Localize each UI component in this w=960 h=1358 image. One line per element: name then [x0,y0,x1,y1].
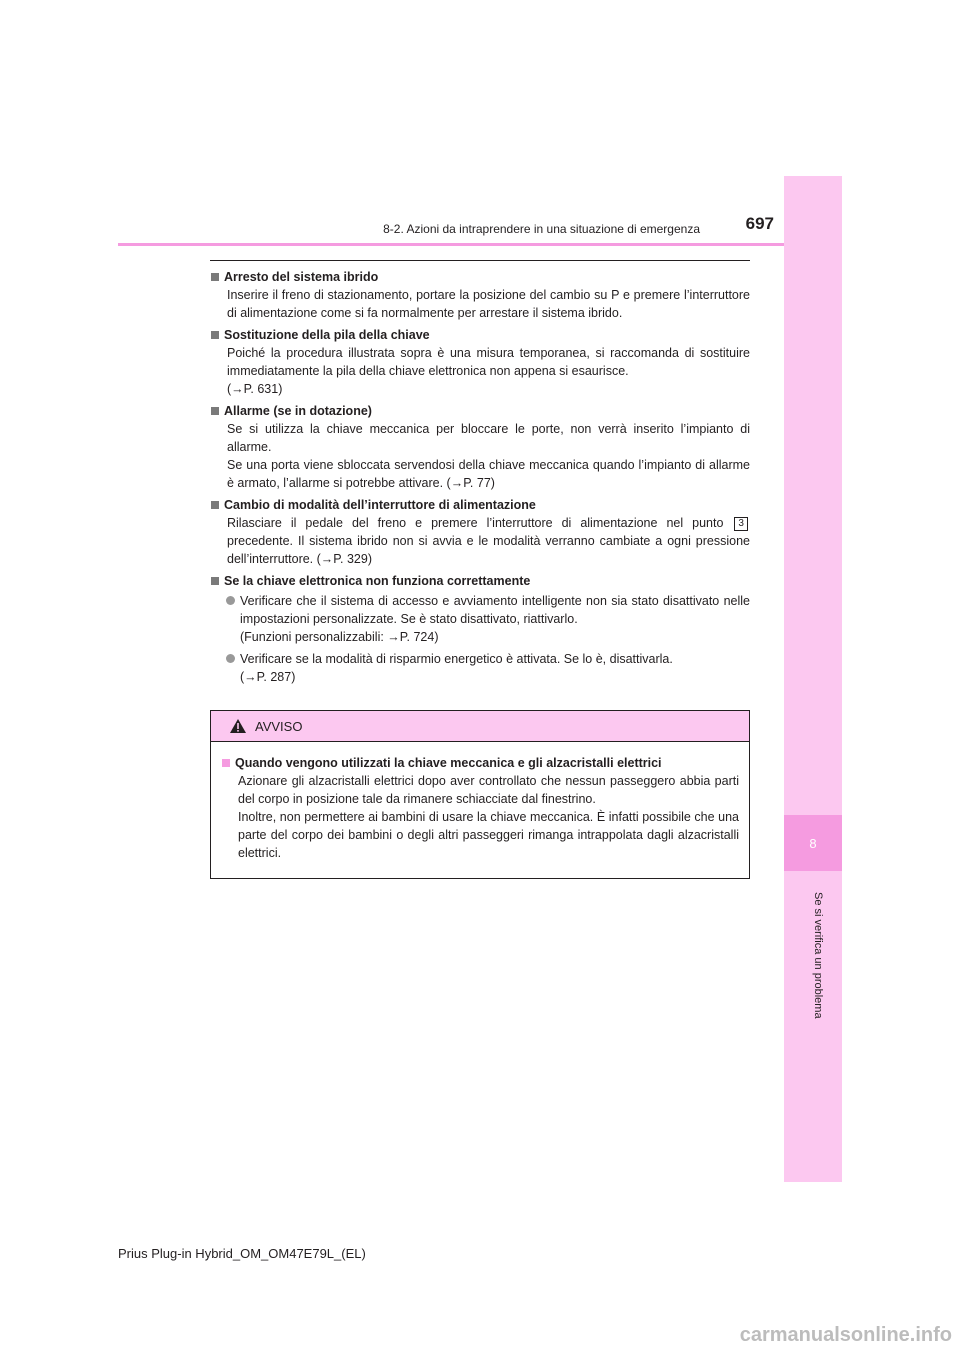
chapter-label: Se si verifica un problema [812,891,824,1019]
section-text: Inserire il freno di stazionamento, portare la posizione del cambio su P e premere l’interruttore di alimentazione come si fa normalmente per arrestare il sistema ibrido. [227,288,750,320]
section-power-mode [210,496,750,568]
footer-model-code: Prius Plug-in Hybrid_OM_OM47E79L_(EL) [118,1246,366,1261]
page-reference: (Funzioni personalizzabili: →P. 724) [240,630,439,644]
warning-header [211,711,749,742]
section-title: Allarme (se in dotazione) [210,402,750,420]
chapter-number: 8 [784,815,842,871]
section-key-malfunction [210,572,750,686]
section-key-battery [210,326,750,398]
list-item: Verificare che il sistema di accesso e avviamento intelligente non sia stato disattivato nelle impostazioni personalizzate. Se è stato disattivato, riattivarlo. (Funzioni personalizzabili: →P. 724) [210,592,750,646]
section-text: Se si utilizza la chiave meccanica per bloccare le porte, non verrà inserito l’impianto di allarme. [227,422,750,454]
square-bullet-icon [222,759,230,767]
warning-text: Inoltre, non permettere ai bambini di usare la chiave meccanica. È infatti possibile che una parte del corpo dei bambini o degli altri passeggeri rimanga intrappolata dagli alzacristalli elettrici. [238,810,739,860]
warning-body [211,742,749,862]
page-number: 697 [745,214,774,233]
header-section-title: 8-2. Azioni da intraprendere in una situazione di emergenza [383,222,700,236]
page-reference: (→P. 287) [240,670,296,684]
header-rule [118,243,784,246]
square-bullet-icon [211,501,219,509]
content-top-rule [210,260,750,261]
side-tab [784,176,842,1182]
circle-bullet-icon [226,654,235,663]
square-bullet-icon [211,407,219,415]
section-alarm [210,402,750,492]
warning-box [210,710,750,879]
page-reference: (→P. 631) [227,382,283,396]
section-stop-hybrid [210,268,750,322]
section-title: Se la chiave elettronica non funziona correttamente [210,572,750,590]
section-title: Sostituzione della pila della chiave [210,326,750,344]
section-title: Cambio di modalità dell’interruttore di alimentazione [210,496,750,514]
main-content [210,268,750,690]
section-title: Arresto del sistema ibrido [210,268,750,286]
square-bullet-icon [211,331,219,339]
list-item: Verificare se la modalità di risparmio energetico è attivata. Se lo è, disattivarla. (→P. 287) [210,650,750,686]
warning-heading: Quando vengono utilizzati la chiave meccanica e gli alzacristalli elettrici [221,754,739,772]
square-bullet-icon [211,273,219,281]
section-text: Se una porta viene sbloccata servendosi della chiave meccanica quando l’impianto di allarme è armato, l’allarme si potrebbe attivare. (→P. 77) [227,458,750,490]
warning-triangle-icon [229,718,247,734]
section-text: Poiché la procedura illustrata sopra è una misura temporanea, si raccomanda di sostituire immediatamente la pila della chiave elettronica non appena si esaurisce. [227,346,750,378]
watermark: carmanualsonline.info [739,1324,952,1346]
circle-bullet-icon [226,596,235,605]
square-bullet-icon [211,577,219,585]
warning-title: AVVISO [255,718,303,734]
warning-text: Azionare gli alzacristalli elettrici dopo aver controllato che nessun passeggero abbia parti del corpo in posizione tale da rimanere schiacciate dal finestrino. [238,774,739,806]
section-text: Rilasciare il pedale del freno e premere l’interruttore di alimentazione nel punto 3 precedente. Il sistema ibrido non si avvia e le modalità verranno cambiate a ogni pressione dell’interruttore. (→P. 329) [227,516,750,566]
step-number-box: 3 [734,517,748,531]
